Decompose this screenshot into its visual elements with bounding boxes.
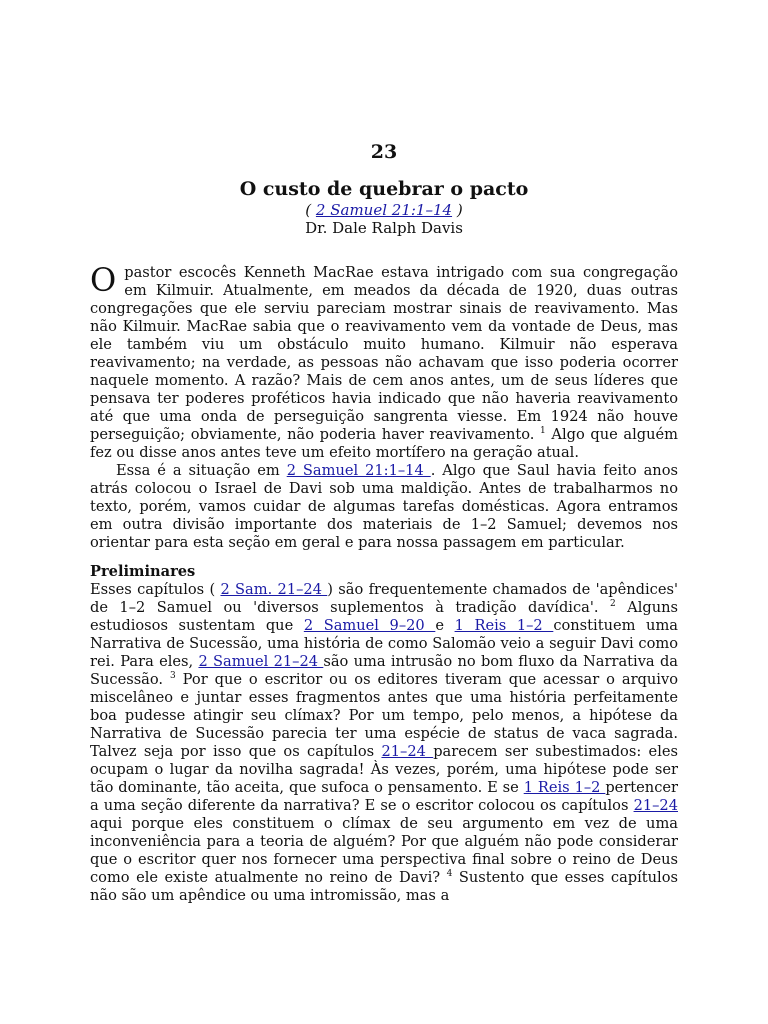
intro-text-b: Algo que alguém fez ou disse anos antes teve um efeito mortífero na geração atual. bbox=[90, 426, 678, 461]
p3-text: aqui porque eles constituem o clímax de seu argumento em vez de uma inconveniência para a teoria de alguém? Por que alguém não pode considerar que o escritor quer nos fornecer uma perspectiva final sobre o reino de Deus como ele existe atualmente no reino de Davi? bbox=[90, 815, 678, 886]
intro-text-a: pastor escocês Kenneth MacRae estava intrigado com sua congregação em Kilmuir. Atualmente, em meados da década de 1920, duas outras congregações que ele serviu pareciam mostrar sinais de reavivamento. Mas não Kilmuir. MacRae sabia que o reavivamento vem da vontade de Deus, mas ele também viu um obstáculo muito humano. Kilmuir não esperava reavivamento; na verdade, as pessoas não achavam que isso poderia ocorrer naquele momento. A razão? Mais de cem anos antes, um de seus líderes que pensava ter poderes proféticos havia indicado que não haveria reavivamento até que uma onda de perseguição sangrenta viesse. Em 1924 não houve perseguição; obviamente, não poderia haver reavivamento. bbox=[90, 264, 678, 443]
p3-text: ) são frequentemente chamados de 'apêndices' de 1–2 Samuel ou 'diversos suplementos à tradição davídica'. bbox=[90, 581, 678, 616]
p3-text: parecem ser subestimados: eles ocupam o lugar da novilha sagrada! Às vezes, porém, uma hipótese pode ser tão dominante, tão aceita, que sufoca o pensamento. E se bbox=[90, 743, 678, 796]
p3-text: Sustento que esses capítulos não são um apêndice ou uma intromissão, mas a bbox=[90, 869, 679, 904]
footnote-ref-4: 4 bbox=[446, 869, 453, 880]
ref-open: ( bbox=[305, 201, 316, 219]
p3-text: Alguns estudiosos sustentam que bbox=[90, 599, 678, 634]
p2-text-b: . Algo que Saul havia feito anos atrás colocou o Israel de Davi sob uma maldição. Antes de trabalharmos no texto, porém, vamos cuidar de algumas tarefas domésticas. Agora entramos em outra divisão importante dos materiais de 1–2 Samuel; devemos nos orientar para esta seção em geral e para nossa passagem em particular. bbox=[90, 462, 678, 551]
p2-text-a: Essa é a situação em bbox=[116, 462, 287, 479]
scripture-link[interactable]: 1 Reis 1–2 bbox=[454, 617, 554, 634]
footnote-ref-2: 2 bbox=[609, 599, 616, 610]
p3-text: e bbox=[435, 617, 455, 634]
scripture-link[interactable]: 2 Samuel 21:1–14 bbox=[286, 462, 431, 479]
p3-text: são uma intrusão no bom fluxo da Narrativa da Sucessão. bbox=[90, 653, 678, 688]
p3-text: Por que o escritor ou os editores tiveram que acessar o arquivo miscelâneo e juntar esses fragmentos antes que uma história perfeitamente boa pudesse atingir seu clímax? Por um tempo, pelo menos, a hipótese da Narrativa de Sucessão parecia ter uma espécie de status de vaca sagrada. Talvez seja por isso que os capítulos bbox=[90, 671, 678, 760]
ref-close: ) bbox=[452, 201, 463, 219]
scripture-link[interactable]: 1 Reis 1–2 bbox=[523, 779, 606, 796]
scripture-link[interactable]: 2 Samuel 9–20 bbox=[303, 617, 436, 634]
paragraph-2 bbox=[90, 462, 678, 552]
drop-cap: O bbox=[90, 261, 117, 299]
scripture-link[interactable]: 2 Samuel 21–24 bbox=[198, 653, 324, 670]
paragraph-3 bbox=[90, 581, 678, 905]
chapter-title: O custo de quebrar o pacto bbox=[239, 178, 529, 200]
author-name: Dr. Dale Ralph Davis bbox=[305, 219, 463, 237]
body-text bbox=[90, 261, 679, 905]
footnote-ref-3: 3 bbox=[170, 671, 176, 682]
intro-paragraph bbox=[90, 261, 678, 462]
scripture-reference-link[interactable]: 2 Samuel 21:1–14 bbox=[315, 201, 453, 219]
p3-text: constituem uma Narrativa de Sucessão, uma história de como Salomão veio a seguir Davi como rei. Para eles, bbox=[90, 617, 678, 670]
p3-text: pertencer a uma seção diferente da narrativa? E se o escritor colocou os capítulos bbox=[90, 779, 678, 814]
chapter-header bbox=[0, 140, 768, 237]
scripture-link[interactable]: 21–24 bbox=[381, 743, 434, 760]
section-heading: Preliminares bbox=[90, 563, 196, 580]
scripture-link[interactable]: 2 Sam. 21–24 bbox=[220, 581, 328, 598]
chapter-number: 23 bbox=[370, 141, 398, 163]
footnote-ref-1: 1 bbox=[540, 426, 546, 437]
scripture-reference bbox=[0, 201, 768, 219]
scripture-link[interactable]: 21–24 bbox=[633, 797, 678, 814]
p3-text: Esses capítulos ( bbox=[90, 581, 221, 598]
